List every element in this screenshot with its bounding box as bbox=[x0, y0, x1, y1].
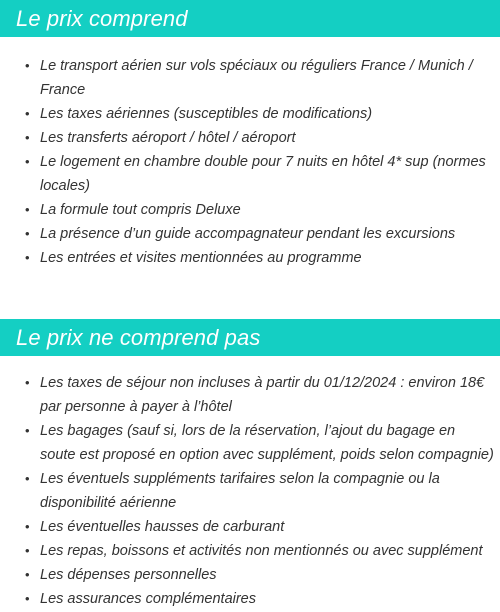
list-item bbox=[25, 198, 500, 222]
list-item bbox=[25, 222, 500, 246]
bullet-icon: • bbox=[25, 226, 30, 241]
list-item-text: Les éventuels suppléments tarifaires selon la compagnie ou la disponibilité aérienne bbox=[40, 471, 440, 511]
list-item bbox=[25, 467, 500, 515]
excluded-section-title: Le prix ne comprend pas bbox=[0, 319, 500, 356]
list-item-text: La présence d’un guide accompagnateur pendant les excursions bbox=[40, 226, 456, 242]
list-item bbox=[25, 563, 500, 587]
list-item bbox=[25, 102, 500, 126]
bullet-icon: • bbox=[25, 106, 30, 121]
list-item-text: Les transferts aéroport / hôtel / aéroport bbox=[40, 130, 296, 146]
bullet-icon: • bbox=[25, 58, 30, 73]
list-item-text: Les taxes aériennes (susceptibles de modifications) bbox=[40, 106, 373, 122]
list-item-text: Les entrées et visites mentionnées au programme bbox=[40, 250, 362, 266]
list-item bbox=[25, 54, 500, 102]
bullet-icon: • bbox=[25, 471, 30, 486]
included-list bbox=[0, 37, 500, 270]
list-item-text: Les taxes de séjour non incluses à partir du 01/12/2024 : environ 18€ par personne à payer à l’hôtel bbox=[40, 375, 485, 415]
bullet-icon: • bbox=[25, 202, 30, 217]
bullet-icon: • bbox=[25, 591, 30, 606]
list-item bbox=[25, 539, 500, 563]
list-item bbox=[25, 246, 500, 270]
included-section-title: Le prix comprend bbox=[0, 0, 500, 37]
excluded-list bbox=[0, 356, 500, 611]
list-item-text: Les repas, boissons et activités non mentionnés ou avec supplément bbox=[40, 543, 483, 559]
list-item bbox=[25, 515, 500, 539]
bullet-icon: • bbox=[25, 130, 30, 145]
list-item-text: Le transport aérien sur vols spéciaux ou réguliers France / Munich / France bbox=[40, 58, 473, 98]
list-item-text: Le logement en chambre double pour 7 nuits en hôtel 4* sup (normes locales) bbox=[40, 154, 486, 194]
bullet-icon: • bbox=[25, 567, 30, 582]
list-item-text: Les assurances complémentaires bbox=[40, 591, 256, 607]
excluded-section bbox=[0, 319, 500, 611]
bullet-icon: • bbox=[25, 543, 30, 558]
bullet-icon: • bbox=[25, 154, 30, 169]
bullet-icon: • bbox=[25, 423, 30, 438]
bullet-icon: • bbox=[25, 519, 30, 534]
list-item-text: Les bagages (sauf si, lors de la réservation, l’ajout du bagage en soute est proposé en option avec supplément, poids selon compagnie) bbox=[40, 423, 494, 463]
list-item-text: Les dépenses personnelles bbox=[40, 567, 217, 583]
list-item bbox=[25, 419, 500, 467]
bullet-icon: • bbox=[25, 375, 30, 390]
list-item bbox=[25, 587, 500, 611]
list-item bbox=[25, 371, 500, 419]
list-item bbox=[25, 126, 500, 150]
included-section bbox=[0, 0, 500, 270]
list-item bbox=[25, 150, 500, 198]
list-item-text: Les éventuelles hausses de carburant bbox=[40, 519, 285, 535]
list-item-text: La formule tout compris Deluxe bbox=[40, 202, 241, 218]
bullet-icon: • bbox=[25, 250, 30, 265]
